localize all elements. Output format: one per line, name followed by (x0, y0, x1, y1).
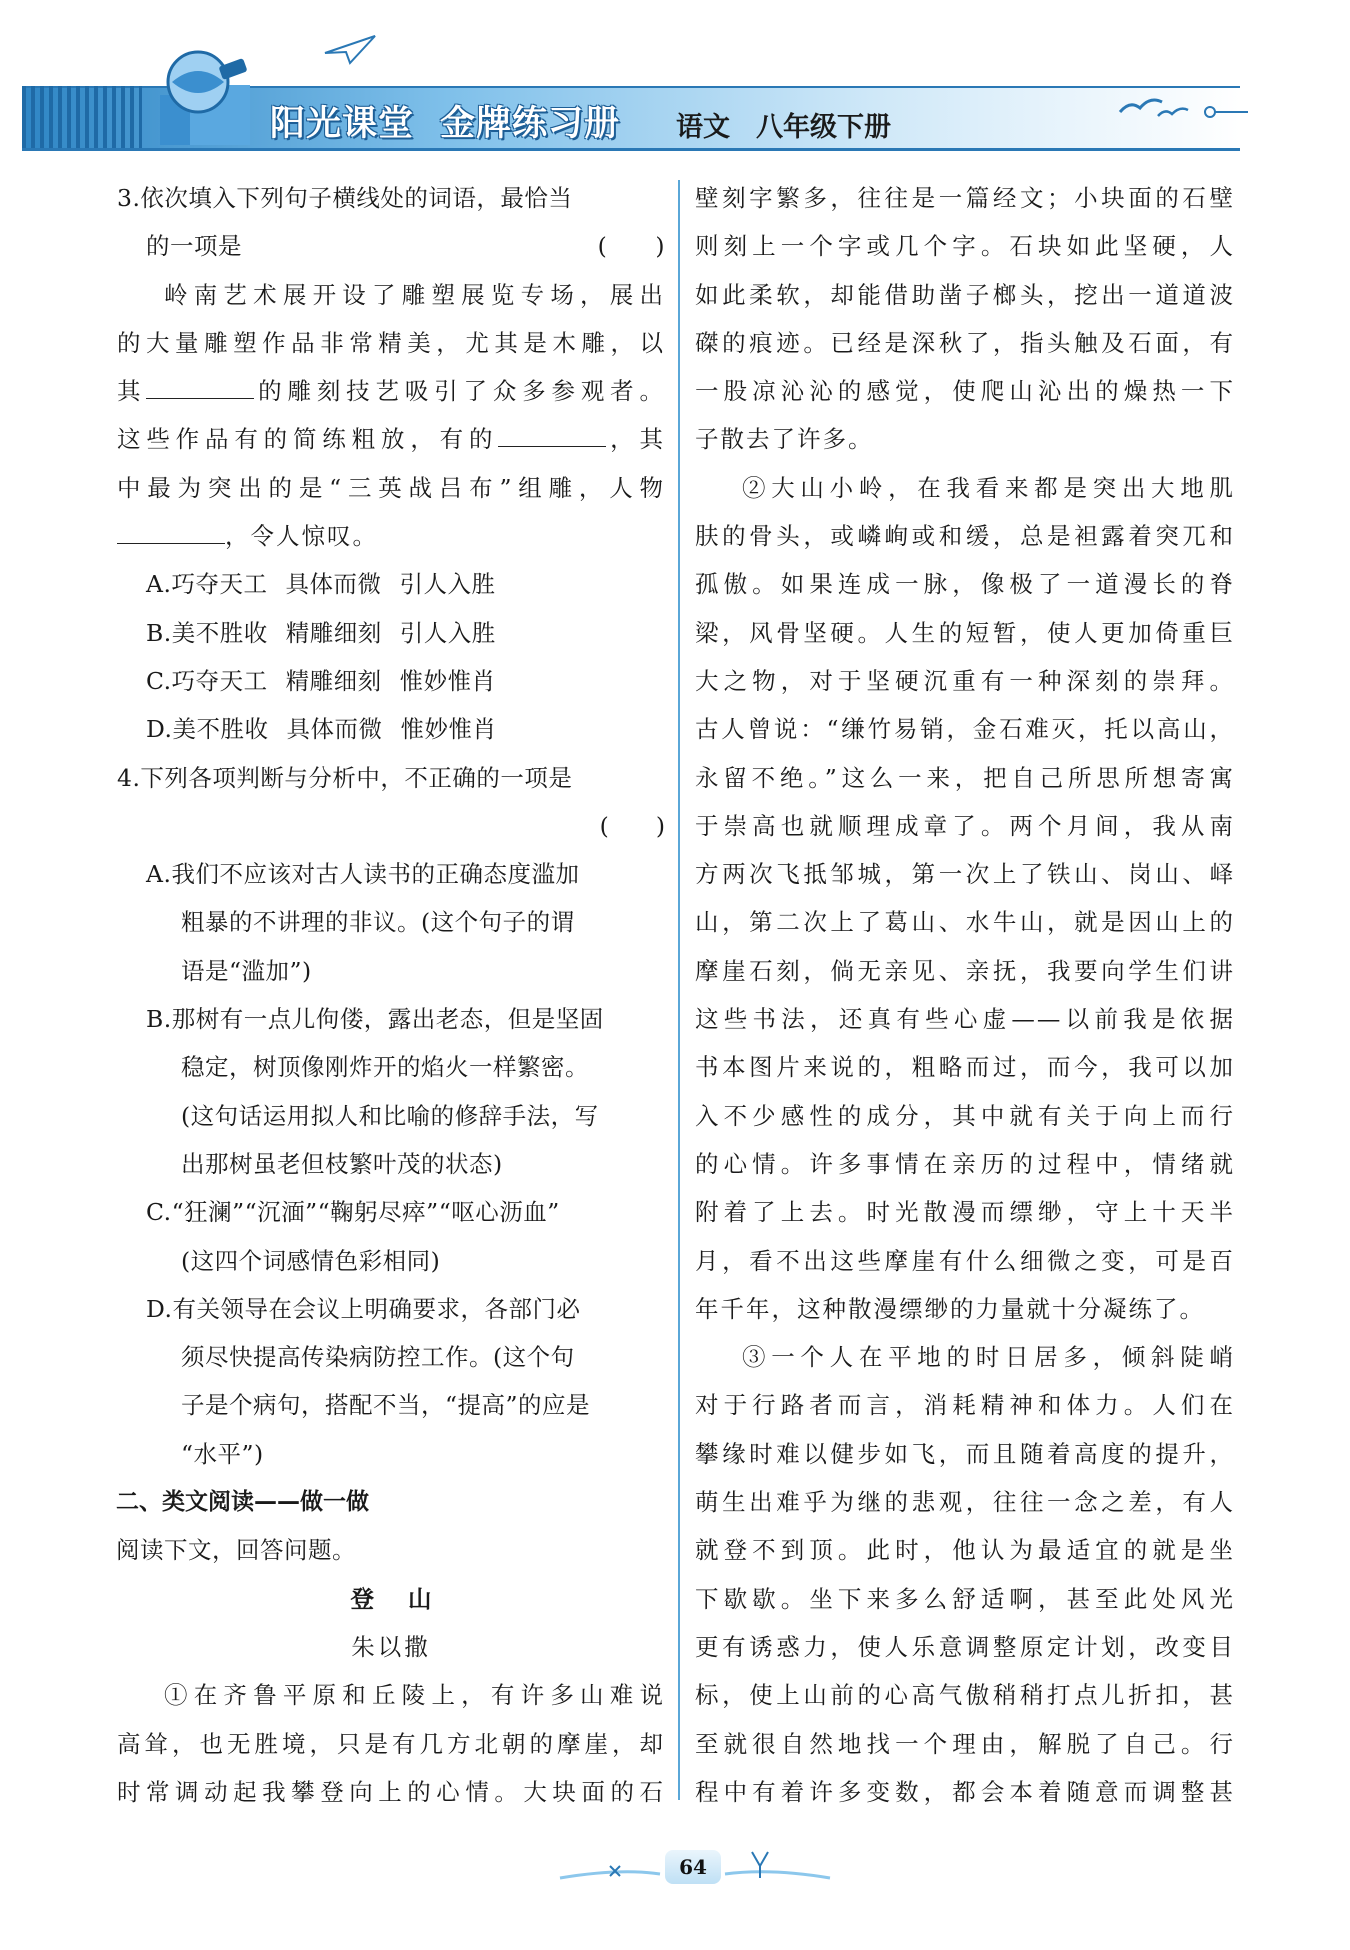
fill-blank (146, 376, 254, 399)
q4-option-d-cont: “水平”) (181, 1439, 264, 1468)
q3-option-b: B.美不胜收 精雕细刻 引人入胜 (146, 618, 496, 647)
essay-line: 子散去了许多。 (695, 425, 874, 454)
left-column (117, 174, 665, 1816)
essay-title: 登山 (350, 1584, 466, 1613)
q3-passage-line: ，令人惊叹。 (117, 512, 665, 560)
essay-line: 月，看不出这些摩崖有什么细微之变，可是百 (695, 1246, 1235, 1275)
q4-option-d: D.有关领导在会议上明确要求，各部门必 (146, 1294, 581, 1323)
q3-option-a: A.巧夺天工 具体而微 引人入胜 (146, 570, 496, 599)
birds-icon (1110, 82, 1250, 132)
essay-line: 入不少感性的成分，其中就有关于向上而行 (695, 1101, 1235, 1130)
paper-plane-icon (320, 28, 380, 68)
essay-line: 如此柔软，却能借助凿子榔头，挖出一道道波 (695, 280, 1235, 309)
essay-line: 肤的骨头，或嶙峋或和缓，总是袒露着突兀和 (695, 522, 1235, 551)
q3-stem: 3.依次填入下列句子横线处的词语，最恰当 (117, 184, 573, 212)
essay-line: 孤傲。如果连成一脉，像极了一道漫长的脊 (695, 570, 1235, 599)
essay-line: 标，使上山前的心高气傲稍稍打点儿折扣，甚 (695, 1681, 1235, 1710)
q3-passage-line: 这些作品有的简练粗放，有的 ，其 (117, 425, 666, 454)
essay-line: 萌生出难乎为继的悲观，往往一念之差，有人 (695, 1488, 1235, 1517)
essay-author: 朱以撒 (351, 1632, 431, 1661)
globe-emblem-icon (150, 40, 270, 150)
q4-option-c: C.“狂澜”“沉湎”“鞠躬尽瘁”“呕心沥血” (146, 1198, 560, 1227)
q4-option-b: B.那树有一点儿佝偻，露出老态，但是坚固 (146, 1005, 604, 1034)
essay-line: 更有诱惑力，使人乐意调整原定计划，改变目 (695, 1632, 1235, 1661)
q3-option-d: D.美不胜收 具体而微 惟妙惟肖 (146, 715, 497, 744)
answer-bracket: ( ) (599, 811, 665, 840)
fill-blank (117, 521, 225, 544)
essay-line: 年千年，这种散漫缥缈的力量就十分凝练了。 (695, 1294, 1205, 1323)
fill-blank (498, 424, 606, 447)
essay-line: 下歇歇。坐下来多么舒适啊，甚至此处风光 (695, 1584, 1235, 1613)
essay-line: 高耸，也无胜境，只是有几方北朝的摩崖，却 (117, 1729, 665, 1758)
essay-line: 磔的痕迹。已经是深秋了，指头触及石面，有 (695, 328, 1235, 357)
q3-passage-line: 岭南艺术展开设了雕塑展览专场，展出 (164, 280, 665, 309)
essay-line: 摩崖石刻，倘无亲见、亲抚，我要向学生们讲 (695, 956, 1235, 985)
essay-line: 附着了上去。时光散漫而缥缈，守上十天半 (695, 1198, 1235, 1227)
essay-line: 这些书法，还真有些心虚——以前我是依据 (695, 1005, 1235, 1034)
subject-grade: 语文 八年级下册 (676, 112, 891, 143)
right-column (695, 174, 1235, 1816)
q4-option-b-cont: (这句话运用拟人和比喻的修辞手法，写 (181, 1101, 599, 1130)
essay-line: 山，第二次上了葛山、水牛山，就是因山上的 (695, 908, 1235, 937)
essay-line: 大之物，对于坚硬沉重有一种深刻的崇拜。 (695, 666, 1235, 695)
section-heading: 二、类文阅读——做一做 (116, 1489, 369, 1516)
brand-title: 阳光课堂 金牌练习册 (270, 104, 621, 144)
q4-stem: 4.下列各项判断与分析中，不正确的一项是 (117, 763, 573, 792)
q4-option-c-cont: (这四个词感情色彩相同) (181, 1246, 441, 1275)
essay-line: 梁，风骨坚硬。人生的短暂，使人更加倚重巨 (695, 618, 1235, 647)
essay-line: 就登不到顶。此时，他认为最适宜的就是坐 (695, 1536, 1235, 1565)
header-stripes (22, 86, 142, 148)
essay-line: ③一个人在平地的时日居多，倾斜陡峭 (742, 1343, 1235, 1372)
essay-line: 永留不绝。”这么一来，把自己所思所想寄寓 (695, 763, 1235, 792)
essay-line: 程中有着许多变数，都会本着随意而调整甚 (695, 1777, 1235, 1806)
q4-option-a-cont: 语是“滥加”) (181, 956, 312, 985)
essay-line: 一股凉沁沁的感觉，使爬山沁出的燥热一下 (695, 377, 1235, 406)
q3-stem-cont: 的一项是 ( ) (117, 222, 665, 270)
essay-line: 古人曾说：“缣竹易销，金石难灭，托以高山， (695, 715, 1235, 744)
q4-option-a-cont: 粗暴的不讲理的非议。(这个句子的谓 (181, 908, 575, 937)
essay-line: 方两次飞抵邹城，第一次上了铁山、岗山、峄 (695, 860, 1235, 889)
essay-line: 则刻上一个字或几个字。石块如此坚硬，人 (695, 232, 1235, 261)
page-number: 64 (665, 1850, 721, 1884)
q3-passage-line: 其 的雕刻技艺吸引了众多参观者。 (117, 377, 666, 406)
essay-line: 时常调动起我攀登向上的心情。大块面的石 (117, 1777, 665, 1806)
q3-passage-line: 的大量雕塑作品非常精美，尤其是木雕，以 (117, 328, 665, 357)
column-divider (678, 180, 680, 1800)
reading-instruction: 阅读下文，回答问题。 (116, 1536, 356, 1565)
q4-option-d-cont: 须尽快提高传染病防控工作。(这个句 (181, 1343, 575, 1372)
q4-option-a: A.我们不应该对古人读书的正确态度滥加 (146, 860, 580, 889)
essay-line: 对于行路者而言，消耗精神和体力。人们在 (695, 1391, 1235, 1420)
page-footer (540, 1838, 840, 1898)
essay-line: 攀缘时难以健步如飞，而且随着高度的提升， (695, 1439, 1235, 1468)
page-header (0, 0, 1350, 180)
q4-option-d-cont: 子是个病句，搭配不当，“提高”的应是 (181, 1391, 591, 1420)
essay-line: ②大山小岭，在我看来都是突出大地肌 (742, 473, 1235, 502)
essay-line: 于崇高也就顺理成章了。两个月间，我从南 (695, 811, 1235, 840)
answer-bracket: ( ) (597, 232, 665, 261)
essay-line: 的心情。许多事情在亲历的过程中，情绪就 (695, 1149, 1235, 1178)
q4-option-b-cont: 出那树虽老但枝繁叶茂的状态) (181, 1149, 503, 1178)
essay-line: 至就很自然地找一个理由，解脱了自己。行 (695, 1729, 1235, 1758)
q4-option-b-cont: 稳定，树顶像刚炸开的焰火一样繁密。 (181, 1053, 589, 1082)
q3-passage-line: 中最为突出的是“三英战吕布”组雕，人物 (117, 473, 665, 502)
q3-option-c: C.巧夺天工 精雕细刻 惟妙惟肖 (146, 666, 496, 695)
essay-line: 书本图片来说的，粗略而过，而今，我可以加 (695, 1053, 1235, 1082)
essay-line: 壁刻字繁多，往往是一篇经文；小块面的石壁 (695, 184, 1235, 212)
essay-line: ①在齐鲁平原和丘陵上，有许多山难说 (164, 1681, 665, 1710)
